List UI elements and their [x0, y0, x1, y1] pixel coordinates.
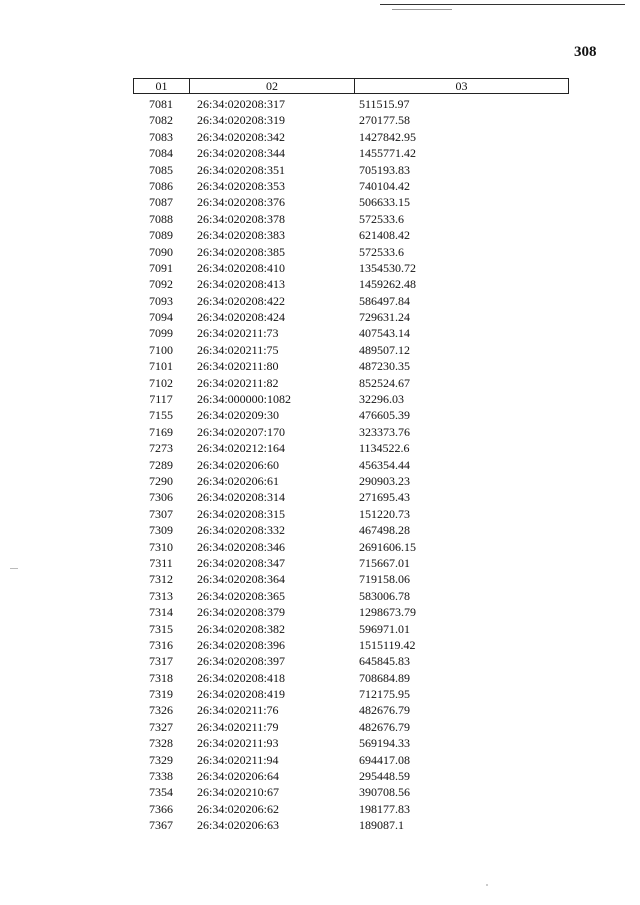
row-number-cell: 7310: [149, 539, 173, 554]
cadastral-number-cell: 26:34:020208:365: [197, 588, 286, 603]
cadastral-number-cell: 26:34:020211:79: [197, 719, 279, 734]
value-cell: 1459262.48: [359, 277, 416, 292]
cadastral-number-cell: 26:34:020208:317: [197, 97, 286, 111]
row-number-cell: 7086: [149, 178, 173, 193]
row-number-cell: 7091: [149, 260, 173, 275]
row-number-cell: 7312: [149, 572, 173, 587]
row-number-cell: 7327: [149, 719, 173, 734]
value-cell: 151220.73: [359, 506, 410, 521]
row-number-cell: 7087: [149, 195, 173, 210]
table-row: [133, 588, 569, 604]
row-number-cell: 7367: [149, 818, 173, 833]
row-number-cell: 7169: [149, 424, 173, 439]
row-number-cell: 7315: [149, 621, 173, 636]
table-row: [133, 768, 569, 784]
value-cell: 323373.76: [359, 424, 410, 439]
cadastral-number-cell: 26:34:020208:382: [197, 621, 286, 636]
cadastral-number-cell: 26:34:020208:419: [197, 687, 286, 702]
row-number-cell: 7318: [149, 670, 173, 685]
table-row: [133, 621, 569, 637]
row-number-cell: 7102: [149, 375, 173, 390]
row-number-cell: 7319: [149, 687, 173, 702]
cadastral-number-cell: 26:34:020208:314: [197, 490, 286, 505]
cadastral-number-cell: 26:34:000000:1082: [197, 392, 292, 407]
cadastral-number-cell: 26:34:020211:82: [197, 375, 279, 390]
cadastral-number-cell: 26:34:020208:413: [197, 277, 286, 292]
cadastral-number-cell: 26:34:020211:73: [197, 326, 279, 341]
value-cell: 32296.03: [359, 392, 404, 407]
cadastral-number-cell: 26:34:020208:319: [197, 113, 286, 128]
value-cell: 1427842.95: [359, 129, 416, 144]
row-number-cell: 7089: [149, 228, 173, 243]
table-row: [133, 571, 569, 587]
row-number-cell: 7090: [149, 244, 173, 259]
row-number-cell: 7099: [149, 326, 173, 341]
table-row: [133, 473, 569, 489]
table-row: [133, 342, 569, 358]
column-header-02: 02: [190, 79, 355, 93]
header-rule: [380, 4, 625, 5]
cadastral-number-cell: 26:34:020208:364: [197, 572, 286, 587]
cadastral-number-cell: 26:34:020208:422: [197, 293, 286, 308]
value-cell: 295448.59: [359, 769, 410, 784]
header-rule-thin: [392, 9, 452, 10]
table-row: [133, 293, 569, 309]
row-number-cell: 7081: [149, 97, 173, 111]
cadastral-number-cell: 26:34:020208:396: [197, 637, 286, 652]
table-row: [133, 506, 569, 522]
row-number-cell: 7307: [149, 506, 173, 521]
cadastral-number-cell: 26:34:020211:80: [197, 359, 279, 374]
table-row: [133, 702, 569, 718]
value-cell: 467498.28: [359, 523, 410, 538]
value-cell: 1515119.42: [359, 637, 416, 652]
table-row: [133, 227, 569, 243]
table-row: [133, 325, 569, 341]
row-number-cell: 7311: [149, 555, 173, 570]
table-row: [133, 752, 569, 768]
cadastral-number-cell: 26:34:020206:62: [197, 801, 280, 816]
table-header: [133, 78, 569, 94]
value-cell: 715667.01: [359, 555, 410, 570]
row-number-cell: 7083: [149, 129, 173, 144]
value-cell: 852524.67: [359, 375, 410, 390]
row-number-cell: 7273: [149, 441, 173, 456]
table-row: [133, 604, 569, 620]
table-row: [133, 358, 569, 374]
row-number-cell: 7329: [149, 752, 173, 767]
value-cell: 621408.42: [359, 228, 410, 243]
value-cell: 476605.39: [359, 408, 410, 423]
cadastral-number-cell: 26:34:020206:61: [197, 473, 280, 488]
row-number-cell: 7094: [149, 310, 173, 325]
cadastral-number-cell: 26:34:020206:64: [197, 769, 280, 784]
row-number-cell: 7082: [149, 113, 173, 128]
value-cell: 489507.12: [359, 342, 410, 357]
value-cell: 645845.83: [359, 654, 410, 669]
table-row: [133, 162, 569, 178]
value-cell: 740104.42: [359, 178, 410, 193]
row-number-cell: 7155: [149, 408, 173, 423]
cadastral-number-cell: 26:34:020208:342: [197, 129, 286, 144]
table-row: [133, 686, 569, 702]
table-row: [133, 375, 569, 391]
cadastral-number-cell: 26:34:020212:164: [197, 441, 286, 456]
cadastral-number-cell: 26:34:020208:344: [197, 146, 286, 161]
row-number-cell: 7317: [149, 654, 173, 669]
value-cell: 572533.6: [359, 211, 404, 226]
value-cell: 569194.33: [359, 736, 410, 751]
cadastral-number-cell: 26:34:020208:353: [197, 178, 286, 193]
row-number-cell: 7092: [149, 277, 173, 292]
value-cell: 2691606.15: [359, 539, 416, 554]
row-number-cell: 7289: [149, 457, 173, 472]
value-cell: 511515.97: [359, 97, 410, 111]
table-row: [133, 555, 569, 571]
row-number-cell: 7309: [149, 523, 173, 538]
margin-mark: [10, 568, 18, 569]
row-number-cell: 7328: [149, 736, 173, 751]
table-row: [133, 670, 569, 686]
row-number-cell: 7093: [149, 293, 173, 308]
table-row: [133, 407, 569, 423]
value-cell: 456354.44: [359, 457, 410, 472]
value-cell: 705193.83: [359, 162, 410, 177]
cadastral-number-cell: 26:34:020211:75: [197, 342, 279, 357]
cadastral-number-cell: 26:34:020208:351: [197, 162, 286, 177]
value-cell: 407543.14: [359, 326, 410, 341]
value-cell: 482676.79: [359, 703, 410, 718]
column-header-01: 01: [134, 79, 190, 93]
value-cell: 198177.83: [359, 801, 410, 816]
row-number-cell: 7326: [149, 703, 173, 718]
row-number-cell: 7088: [149, 211, 173, 226]
cadastral-number-cell: 26:34:020208:397: [197, 654, 286, 669]
cadastral-number-cell: 26:34:020208:315: [197, 506, 286, 521]
table-row: [133, 96, 569, 112]
value-cell: 270177.58: [359, 113, 410, 128]
cadastral-number-cell: 26:34:020208:418: [197, 670, 286, 685]
cadastral-number-cell: 26:34:020208:424: [197, 310, 286, 325]
table-row: [133, 653, 569, 669]
table-row: [133, 784, 569, 800]
value-cell: 1298673.79: [359, 605, 416, 620]
value-cell: 271695.43: [359, 490, 410, 505]
table-row: [133, 178, 569, 194]
table-row: [133, 637, 569, 653]
value-cell: 729631.24: [359, 310, 410, 325]
value-cell: 583006.78: [359, 588, 410, 603]
table-row: [133, 145, 569, 161]
row-number-cell: 7316: [149, 637, 173, 652]
value-cell: 719158.06: [359, 572, 410, 587]
cadastral-number-cell: 26:34:020208:379: [197, 605, 286, 620]
cadastral-number-cell: 26:34:020208:410: [197, 260, 286, 275]
value-cell: 506633.15: [359, 195, 410, 210]
table-row: [133, 211, 569, 227]
value-cell: 712175.95: [359, 687, 410, 702]
table-row: [133, 440, 569, 456]
row-number-cell: 7084: [149, 146, 173, 161]
cadastral-number-cell: 26:34:020211:94: [197, 752, 279, 767]
cadastral-number-cell: 26:34:020208:385: [197, 244, 286, 259]
table-row: [133, 309, 569, 325]
cadastral-number-cell: 26:34:020209:30: [197, 408, 280, 423]
cadastral-number-cell: 26:34:020208:332: [197, 523, 286, 538]
cadastral-number-cell: 26:34:020208:378: [197, 211, 286, 226]
cadastral-number-cell: 26:34:020208:346: [197, 539, 286, 554]
row-number-cell: 7354: [149, 785, 173, 800]
value-cell: 694417.08: [359, 752, 410, 767]
table-row: [133, 194, 569, 210]
row-number-cell: 7100: [149, 342, 173, 357]
cadastral-number-cell: 26:34:020210:67: [197, 785, 280, 800]
cadastral-number-cell: 26:34:020206:60: [197, 457, 280, 472]
row-number-cell: 7314: [149, 605, 173, 620]
cadastral-number-cell: 26:34:020208:376: [197, 195, 286, 210]
row-number-cell: 7101: [149, 359, 173, 374]
cadastral-number-cell: 26:34:020211:76: [197, 703, 279, 718]
value-cell: 586497.84: [359, 293, 410, 308]
table-row: [133, 489, 569, 505]
table-row: [133, 817, 569, 833]
row-number-cell: 7313: [149, 588, 173, 603]
value-cell: 1134522.6: [359, 441, 410, 456]
table-row: [133, 539, 569, 555]
value-cell: 596971.01: [359, 621, 410, 636]
table-row: [133, 391, 569, 407]
cadastral-number-cell: 26:34:020207:170: [197, 424, 286, 439]
table-row: [133, 129, 569, 145]
row-number-cell: 7290: [149, 473, 173, 488]
row-number-cell: 7338: [149, 769, 173, 784]
value-cell: 390708.56: [359, 785, 410, 800]
table-row: [133, 801, 569, 817]
table-row: [133, 735, 569, 751]
table-row: [133, 112, 569, 128]
value-cell: 1354530.72: [359, 260, 416, 275]
table-body: [133, 96, 569, 834]
cadastral-number-cell: 26:34:020211:93: [197, 736, 279, 751]
row-number-cell: 7366: [149, 801, 173, 816]
table-row: [133, 522, 569, 538]
table-row: [133, 719, 569, 735]
row-number-cell: 7306: [149, 490, 173, 505]
row-number-cell: 7117: [149, 392, 173, 407]
cadastral-number-cell: 26:34:020206:63: [197, 818, 280, 833]
table-row: [133, 260, 569, 276]
cadastral-number-cell: 26:34:020208:383: [197, 228, 286, 243]
value-cell: 290903.23: [359, 473, 410, 488]
value-cell: 708684.89: [359, 670, 410, 685]
table-row: [133, 424, 569, 440]
column-header-03: 03: [455, 79, 468, 93]
table-row: [133, 244, 569, 260]
scan-speck: [486, 884, 488, 886]
row-number-cell: 7085: [149, 162, 173, 177]
page-number: 308: [574, 44, 597, 60]
value-cell: 487230.35: [359, 359, 410, 374]
value-cell: 189087.1: [359, 818, 404, 833]
value-cell: 482676.79: [359, 719, 410, 734]
table-row: [133, 276, 569, 292]
value-cell: 1455771.42: [359, 146, 416, 161]
cadastral-number-cell: 26:34:020208:347: [197, 555, 286, 570]
value-cell: 572533.6: [359, 244, 404, 259]
table-row: [133, 457, 569, 473]
